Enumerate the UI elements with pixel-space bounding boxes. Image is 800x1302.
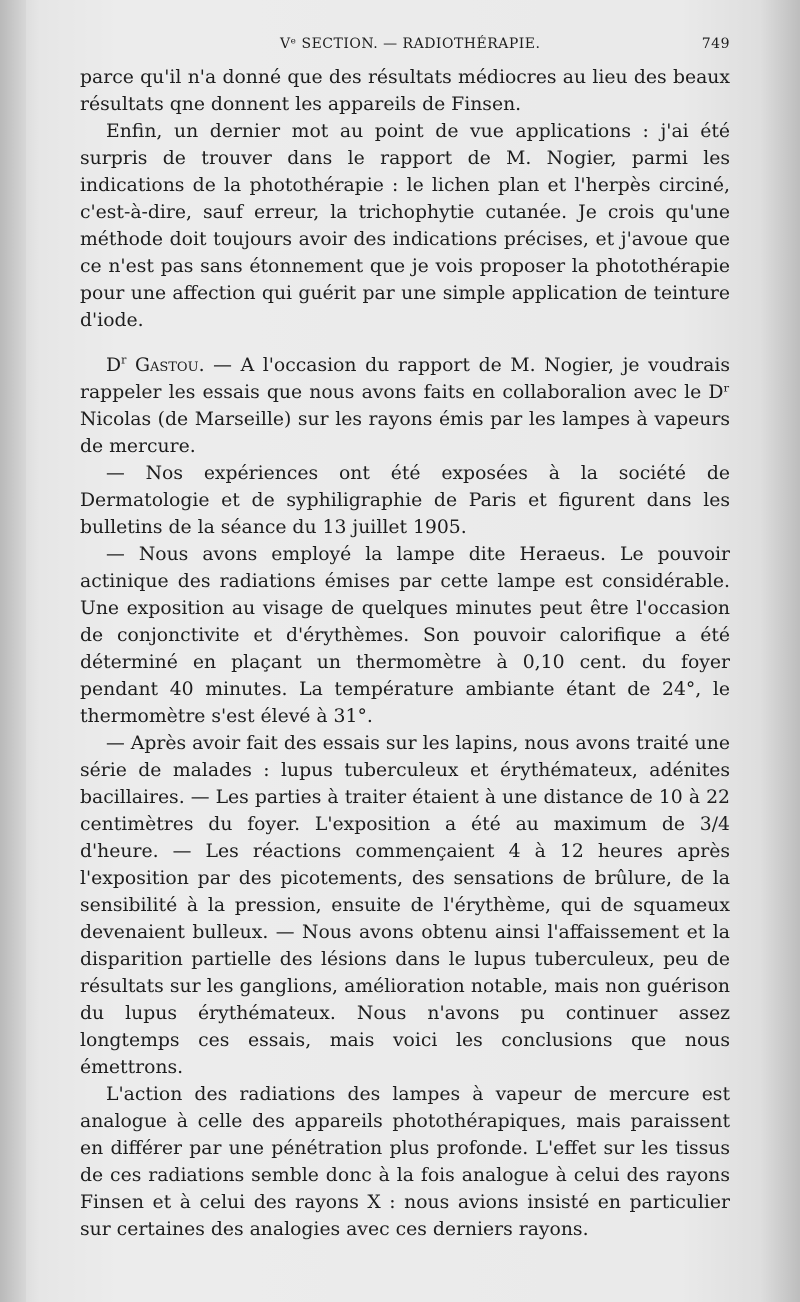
body-text: [80, 64, 730, 1243]
page-number: 749: [701, 36, 730, 52]
paragraph-2: Enfin, un dernier mot au point de vue applications : j'ai été surpris de trouver dans le rapport de M. Nogier, parmi les indications de la photothérapie : le lichen plan et l'herpès circiné, c'est-à-dire, sauf erreur, la trichophytie cutanée. Je crois qu'une méthode doit toujours avoir des indications précises, et j'avoue que ce n'est pas sans étonnement que je vois proposer la photothérapie pour une affection qui guérit par une simple application de teinture d'iode.: [80, 121, 730, 331]
speaker-title-sup: r: [121, 353, 127, 367]
running-title: Vᵉ SECTION. — RADIOTHÉRAPIE.: [280, 36, 541, 52]
paragraph-3-text: . — A l'occasion du rapport de M. Nogier, je voudrais rappeler les essais que nous avons faits en collaboralion avec le Dʳ Nicolas (de Marseille) sur les rayons émis par les lampes à vapeurs de mercure.: [80, 355, 730, 457]
paragraph-1: parce qu'il n'a donné que des résultats médiocres au lieu des beaux résultats qne donnent les appareils de Finsen.: [80, 67, 730, 115]
page-header: [80, 36, 730, 58]
paragraph-6: — Après avoir fait des essais sur les lapins, nous avons traité une série de malades : lupus tuberculeux et érythémateux, adénites bacillaires. — Les parties à traiter étaient à une distance de 10 à 22 centimètres du foyer. L'exposition a été au maximum de 3/4 d'heure. — Les réactions commençaient 4 à 12 heures après l'exposition par des picotements, des sensations de brûlure, de la sensibilité à la pression, ensuite de l'érythème, qui de squameux devenaient bulleux. — Nous avons obtenu ainsi l'affaissement et la disparition partielle des lésions dans le lupus tuberculeux, peu de résultats sur les ganglions, amélioration notable, mais non guérison du lupus érythémateux. Nous n'avons pu continuer assez longtemps ces essais, mais voici les conclusions que nous émettrons.: [80, 733, 730, 1078]
paragraph-7: L'action des radiations des lampes à vapeur de mercure est analogue à celle des appareils photothérapiques, mais paraissent en différer par une pénétration plus profonde. L'effet sur les tissus de ces radiations semble donc à la fois analogue à celui des rayons Finsen et à celui des rayons X : nous avions insisté en particulier sur certaines des analogies avec ces derniers rayons.: [80, 1084, 730, 1240]
page-gutter-shadow: [0, 0, 26, 1302]
speaker-title: D: [106, 355, 122, 376]
paragraph-4: — Nos expériences ont été exposées à la société de Dermatologie et de syphiligraphie de Paris et figurent dans les bulletins de la séance du 13 juillet 1905.: [80, 463, 730, 538]
speaker-name: Gastou: [134, 355, 199, 376]
paragraph-5: — Nous avons employé la lampe dite Heraeus. Le pouvoir actinique des radiations émises par cette lampe est considérable. Une exposition au visage de quelques minutes peut être l'occasion de conjonctivite et d'érythèmes. Son pouvoir calorifique a été déterminé en plaçant un thermomètre à 0,10 cent. du foyer pendant 40 minutes. La température ambiante étant de 24°, le thermomètre s'est élevé à 31°.: [80, 544, 730, 727]
paragraph-3: [80, 352, 730, 460]
